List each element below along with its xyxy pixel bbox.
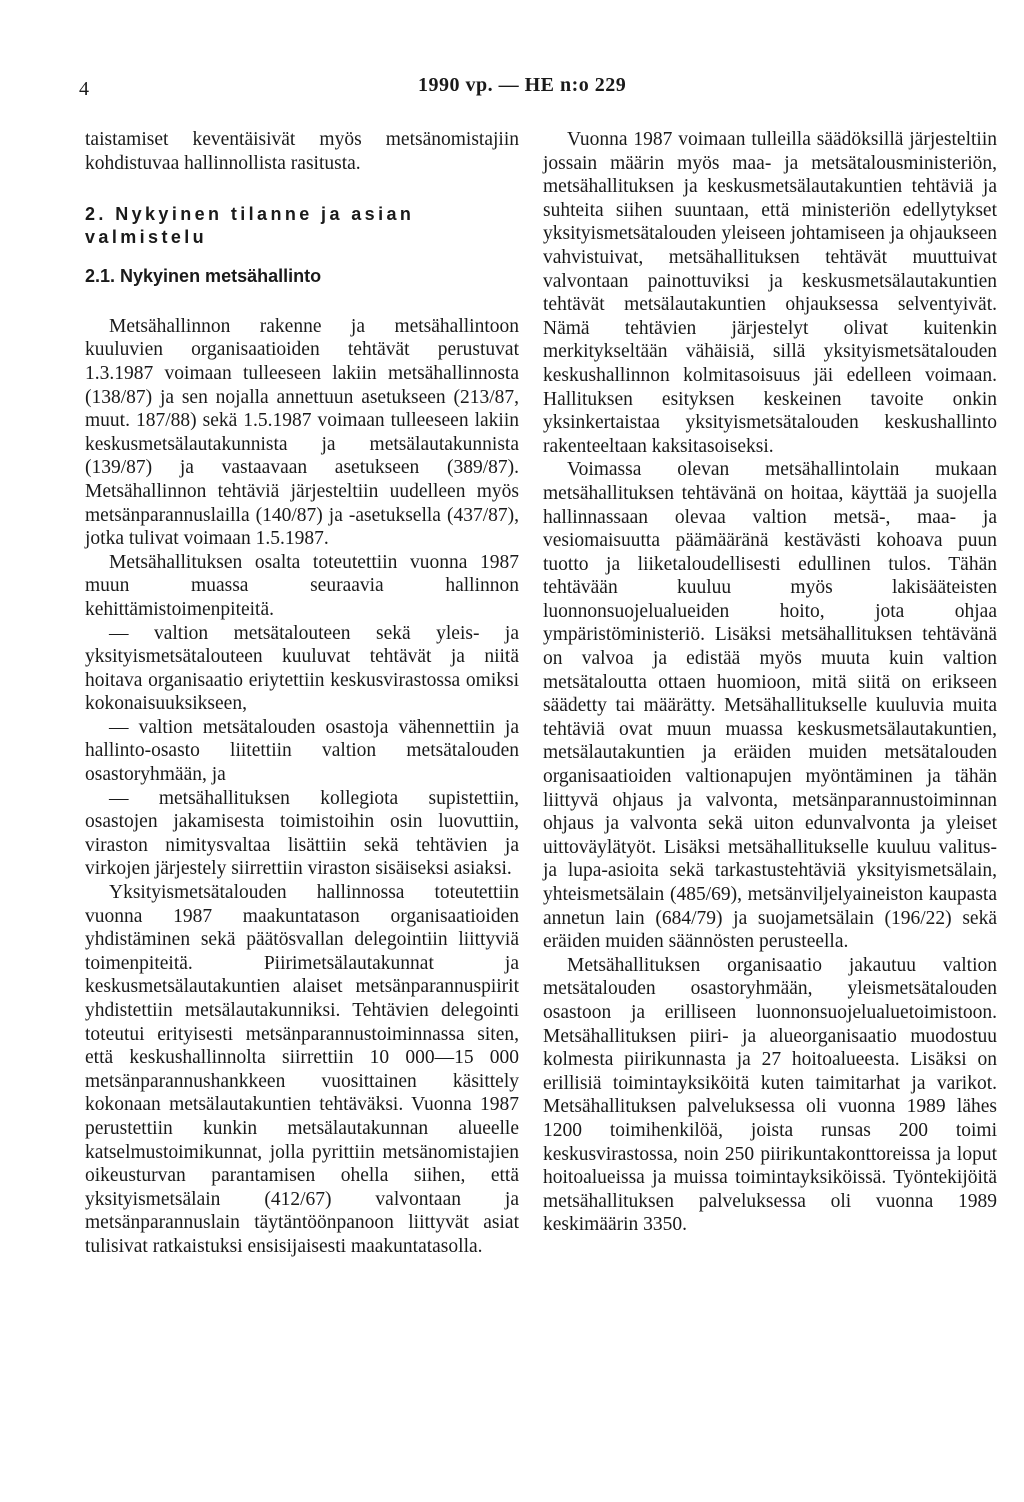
list-item: — valtion metsätalouteen sekä yleis- ja yksityismetsätalouteen kuuluvat tehtävät ja niitä hoitava organisaatio eriytettiin keskusvirastossa omiksi kokonaisuuksikseen, — [85, 622, 519, 715]
section-heading: 2. Nykyinen tilanne ja asian valmistelu — [85, 204, 415, 248]
paragraph: taistamiset keventäisivät myös metsänomistajiin kohdistuvaa hallinnollista rasitusta. — [85, 129, 519, 174]
paragraph: Metsähallituksen organisaatio jakautuu valtion metsätalouden osastoryhmään, yleismetsätalouden osastoon ja erilliseen luonnonsuojelualuetoimistoon. Metsähallituksen piiri- ja alueorganisaatio muodostuu kolmesta piirikunnasta ja 27 hoitoalueesta. Lisäksi on erillisiä toimintayksiköitä kuten taimitarhat ja varikot. Metsähallituksen palveluksessa oli vuonna 1989 lähes 1200 toimihenkilöä, joista runsas 200 toimi keskusvirastossa, noin 250 piirikuntakonttoreissa ja loput hoitoalueissa ja muissa toimintayksiköissä. Työntekijöitä metsähallituksen palveluksessa oli vuonna 1989 keskimäärin 3350. — [543, 954, 997, 1236]
paragraph: Metsähallinnon rakenne ja metsähallintoon kuuluvien organisaatioiden tehtävät perustuvat 1.3.1987 voimaan tulleeseen lakiin metsähallinnosta (138/87) ja sen nojalla annettuun asetukseen (213/87, muut. 187/88) sekä 1.5.1987 voimaan tulleeseen lakiin keskusmetsälautakunnista ja metsälautakunnista (139/87) ja vastaavaan asetukseen (389/87). Metsähallinnon tehtäviä järjesteltiin uudelleen myös metsänparannuslailla (140/87) ja -asetuksella (437/87), jotka tulivat voimaan 1.5.1987. — [85, 315, 519, 550]
paragraph: Vuonna 1987 voimaan tulleilla säädöksillä järjesteltiin jossain määrin myös maa- ja metsätalousministeriön, metsähallituksen ja keskusmetsälautakuntien tehtäviä ja suhteita siihen suuntaan, että ministeriön edellytykset yksityismetsätalouden yleiseen johtamiseen ja ohjaukseen vahvistuivat, metsähallituksen tehtävät muuttuivat valvontaan painottuviksi ja keskusmetsälautakuntien tehtävät metsälautakuntien ohjauksessa selventyivät. Nämä tehtävien järjestelyt olivat kuitenkin merkitykseltään vähäisiä, sillä yksityismetsätalouden keskushallinnon kolmitasoisuus jäi edelleen voimaan. Hallituksen esityksen keskeinen tavoite onkin yksinkertaistaa yksityismetsätalouden keskushallinto rakenteeltaan kaksitasoiseksi. — [543, 129, 997, 457]
running-head: 1990 vp. — HE n:o 229 — [418, 74, 627, 96]
page-number: 4 — [79, 78, 89, 100]
right-column — [543, 128, 997, 1237]
paragraph: Yksityismetsätalouden hallinnossa toteutettiin vuonna 1987 maakuntatason organisaatioiden yhdistäminen sekä päätösvallan delegointiin liittyviä toimenpiteitä. Piirimetsälautakunnat ja keskusmetsälautakuntien alaiset metsänparannuspiirit yhdistettiin metsälautakunniksi. Tehtävien delegointi toteutui erityisesti metsänparannustoiminnassa siten, että keskushallinnolta siirrettiin 10 000—15 000 metsänparannushankkeen vuosittainen käsittely kokonaan metsälautakuntien tehtäväksi. Vuonna 1987 perustettiin kunkin metsälautakunnan alueelle katselmustoimikunnat, jolla pyrittiin metsänomistajien oikeusturvan parantamisen ohella siihen, että yksityismetsälain (412/67) valvontaan ja metsänparannuslain täytäntöönpanoon liittyvät asiat tulisivat ratkaistuksi ensisijaisesti maakuntatasolla. — [85, 882, 519, 1257]
list-item: — valtion metsätalouden osastoja vähennettiin ja hallinto-osasto liitettiin valtion metsätalouden osastoryhmään, ja — [85, 716, 519, 786]
paragraph: Voimassa olevan metsähallintolain mukaan metsähallituksen tehtävänä on hoitaa, käyttää ja suojella hallinnassaan olevaa valtion metsä-, maa- ja vesiomaisuutta päämääränä kestävästi kohoava puun tuotto ja liiketaloudellisesti edullinen tulos. Tähän tehtävään kuuluu myös lakisääteisten luonnonsuojelualueiden hoito, jota ohjaa ympäristöministeriö. Lisäksi metsähallituksen tehtävänä on valvoa ja edistää myös muuta kuin valtion metsätaloutta ottaen huomioon, mitä siitä on erikseen säädetty tai määrätty. Metsähallitukselle kuuluvia muita tehtäviä ovat muun muassa keskusmetsälautakuntien, metsälautakuntien ja eräiden muiden metsätalouden organisaatioiden valtionapujen myöntäminen ja tähän liittyvä ohjaus ja valvonta, metsänparannustoiminnan ohjaus ja valvonta sekä uiton edunvalvonta ja yleiset uittoväylätyöt. Lisäksi metsähallitukselle kuuluu valitus- ja lupa-asioita sekä tarkastustehtäviä yksityismetsälain, yhteismetsälain (485/69), metsänviljelyaineiston kaupasta annetun lain (684/79) ja suojametsälain (196/22) sekä eräiden muiden säännösten perusteella. — [543, 459, 997, 953]
left-column — [85, 128, 519, 1259]
list-item: — metsähallituksen kollegiota supistettiin, osastojen jakamisesta toimistoihin osin luovuttiin, viraston nimitysvaltaa lisättiin sekä tehtävien ja virkojen järjestely siirrettiin viraston sisäiseksi asiaksi. — [85, 787, 519, 880]
subsection-heading: 2.1. Nykyinen metsähallinto — [85, 266, 322, 287]
paragraph: Metsähallituksen osalta toteutettiin vuonna 1987 muun muassa seuraavia hallinnon kehittämistoimenpiteitä. — [85, 551, 519, 620]
